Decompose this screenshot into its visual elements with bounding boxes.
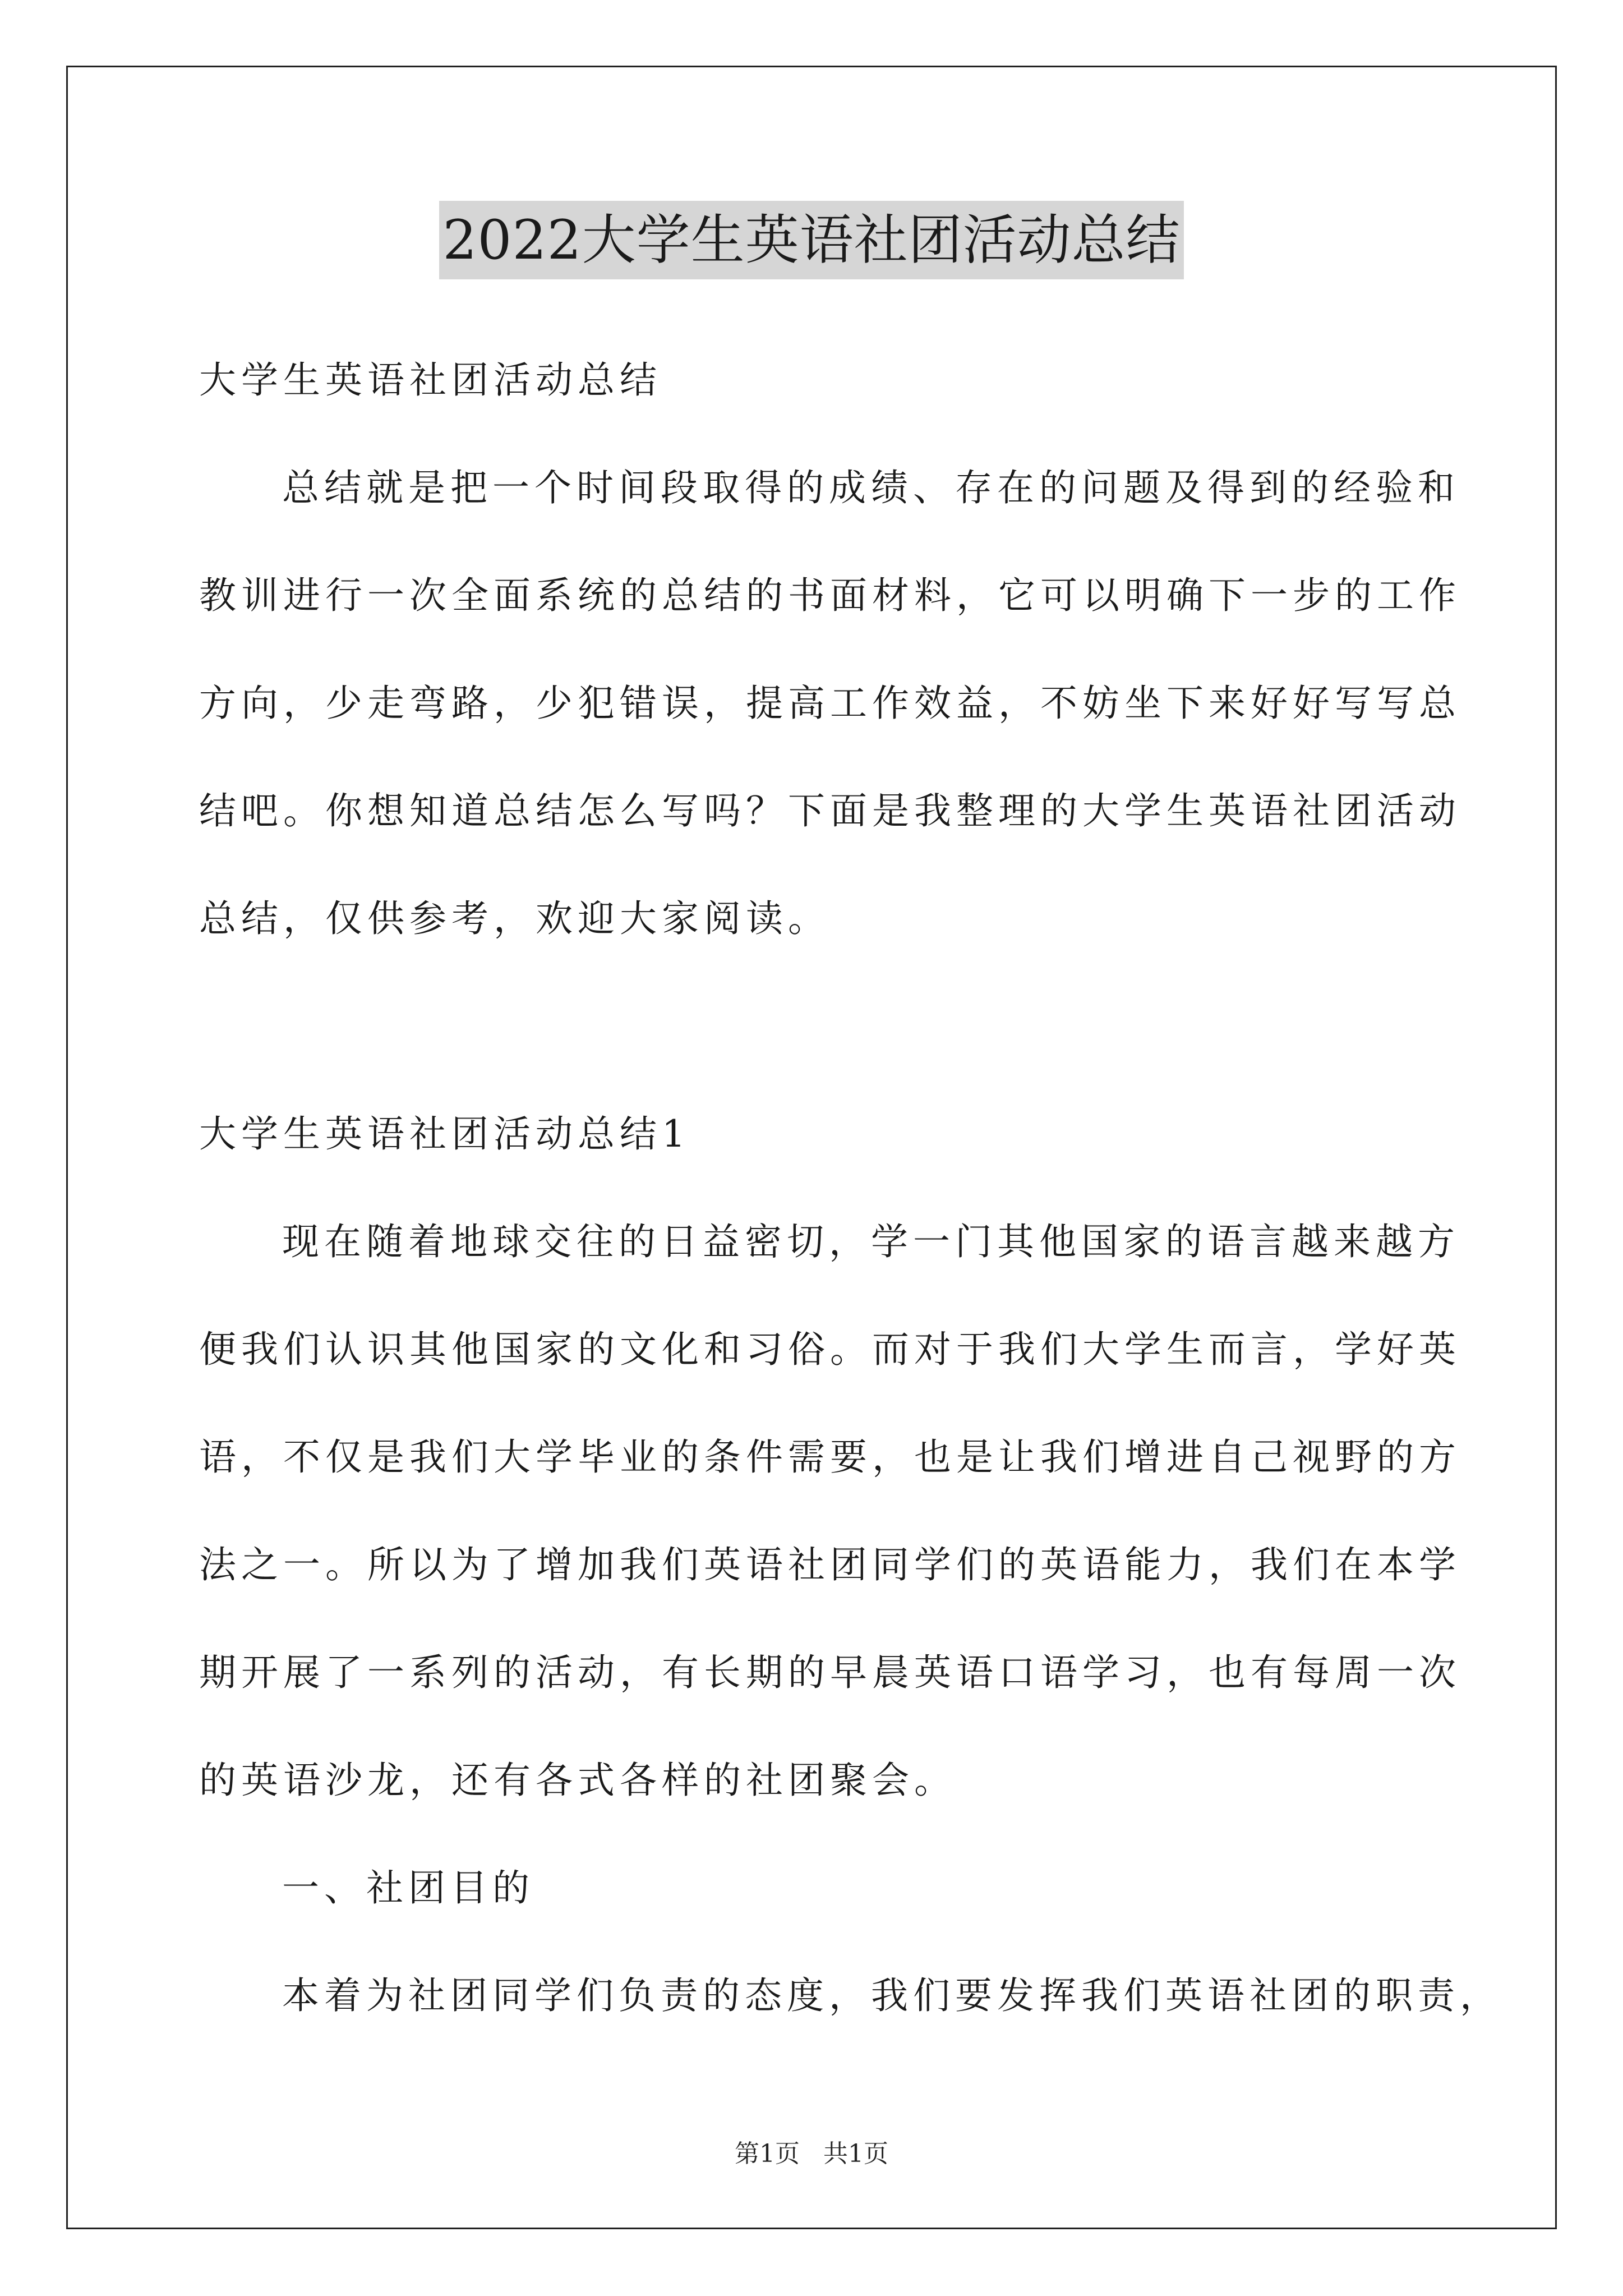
page-number: 第1页 共1页 bbox=[735, 2139, 888, 2168]
document-title: 2022大学生英语社团活动总结 bbox=[439, 201, 1183, 279]
paragraph-line: 便我们认识其他国家的文化和习俗。而对于我们大学生而言，学好英 bbox=[199, 1328, 1461, 1371]
subsection-heading: 一、社团目的 bbox=[282, 1866, 534, 1910]
paragraph-line: 教训进行一次全面系统的总结的书面材料，它可以明确下一步的工作 bbox=[199, 574, 1461, 617]
paragraph-line: 总结，仅供参考，欢迎大家阅读。 bbox=[199, 897, 830, 940]
paragraph-line: 结吧。你想知道总结怎么写吗？下面是我整理的大学生英语社团活动 bbox=[199, 789, 1461, 832]
section-heading: 大学生英语社团活动总结1 bbox=[199, 1112, 690, 1156]
paragraph-line: 法之一。所以为了增加我们英语社团同学们的英语能力，我们在本学 bbox=[199, 1543, 1461, 1586]
paragraph-line: 语，不仅是我们大学毕业的条件需要，也是让我们增进自己视野的方 bbox=[199, 1435, 1461, 1479]
paragraph-line: 的英语沙龙，还有各式各样的社团聚会。 bbox=[199, 1759, 956, 1802]
paragraph-line: 期开展了一系列的活动，有长期的早晨英语口语学习，也有每周一次 bbox=[199, 1651, 1461, 1694]
paragraph-line: 方向，少走弯路，少犯错误，提高工作效益，不妨坐下来好好写写总 bbox=[199, 682, 1461, 725]
paragraph-line: 总结就是把一个时间段取得的成绩、存在的问题及得到的经验和 bbox=[282, 466, 1460, 509]
page-footer bbox=[0, 2137, 1623, 2171]
intro-heading: 大学生英语社团活动总结 bbox=[199, 358, 662, 402]
title-container bbox=[0, 201, 1623, 279]
paragraph-line: 本着为社团同学们负责的态度，我们要发挥我们英语社团的职责， bbox=[282, 1974, 1502, 2017]
paragraph-line: 现在随着地球交往的日益密切，学一门其他国家的语言越来越方 bbox=[282, 1220, 1460, 1263]
